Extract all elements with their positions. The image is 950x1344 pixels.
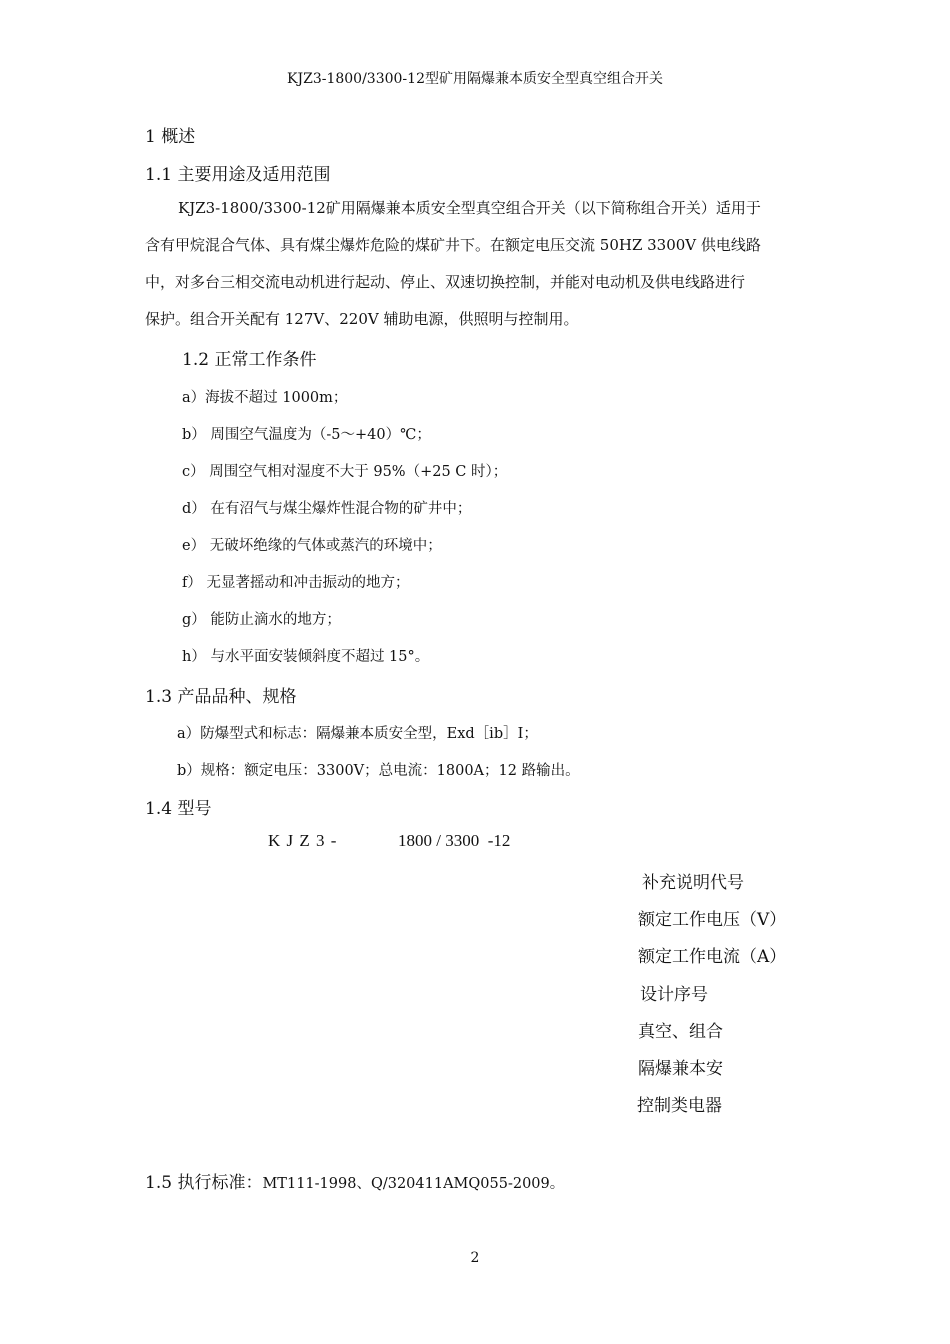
section-1-3-heading: 1.3 产品品种、规格 [145, 687, 297, 707]
section-1-1-heading: 1.1 主要用途及适用范围 [145, 165, 331, 185]
condition-h: h） 与水平面安装倾斜度不超过 15°。 [182, 649, 430, 665]
paragraph-line-1: KJZ3-1800/3300-12矿用隔爆兼本质安全型真空组合开关（以下简称组合开关）适用于 [178, 199, 761, 217]
model-label-vacuum-combination: 真空、组合 [638, 1022, 723, 1042]
section-1-4-heading: 1.4 型号 [145, 799, 212, 819]
page-number: 2 [470, 1250, 480, 1266]
paragraph-line-4: 保护。组合开关配有 127V、220V 辅助电源，供照明与控制用。 [145, 310, 579, 328]
section-1-heading: 1 概述 [145, 127, 196, 147]
model-label-current: 额定工作电流（A） [638, 947, 787, 967]
condition-a: a）海拔不超过 1000m； [182, 390, 348, 406]
condition-d: d） 在有沼气与煤尘爆炸性混合物的矿井中； [182, 501, 472, 517]
model-label-flameproof: 隔爆兼本安 [638, 1059, 723, 1079]
model-code-suffix: 1800 / 3300 -12 [398, 831, 511, 850]
spec-a: a）防爆型式和标志：隔爆兼本质安全型，Exd［ib］Ⅰ； [177, 726, 538, 742]
condition-e: e） 无破坏绝缘的气体或蒸汽的环境中； [182, 538, 442, 554]
condition-f: f） 无显著摇动和冲击振动的地方； [182, 575, 410, 591]
section-1-5-title: 1.5 执行标准： [145, 1173, 263, 1193]
paragraph-line-3: 中，对多台三相交流电动机进行起动、停止、双速切换控制，并能对电动机及供电线路进行 [145, 273, 746, 291]
section-1-2-heading: 1.2 正常工作条件 [182, 350, 317, 370]
condition-b: b） 周围空气温度为（-5～+40）℃； [182, 427, 431, 443]
model-label-supplement: 补充说明代号 [642, 873, 744, 893]
condition-c: c） 周围空气相对湿度不大于 95%（+25 C 时）； [182, 464, 508, 480]
page-header: KJZ3-1800/3300-12型矿用隔爆兼本质安全型真空组合开关 [287, 71, 663, 87]
model-label-control-device: 控制类电器 [637, 1096, 722, 1116]
model-label-voltage: 额定工作电压（V） [638, 910, 787, 930]
spec-b: b）规格：额定电压：3300V；总电流：1800A；12 路输出。 [177, 763, 580, 779]
condition-g: g） 能防止滴水的地方； [182, 612, 341, 628]
section-1-5-value: MT111-1998、Q/320411AMQ055-2009。 [262, 1176, 565, 1192]
paragraph-line-2: 含有甲烷混合气体、具有煤尘爆炸危险的煤矿井下。在额定电压交流 50HZ 3300V 供电线路 [145, 236, 761, 254]
model-label-design-number: 设计序号 [640, 985, 708, 1005]
model-code-prefix: K J Z 3 - [268, 831, 337, 850]
section-1-5-line [145, 1168, 564, 1193]
